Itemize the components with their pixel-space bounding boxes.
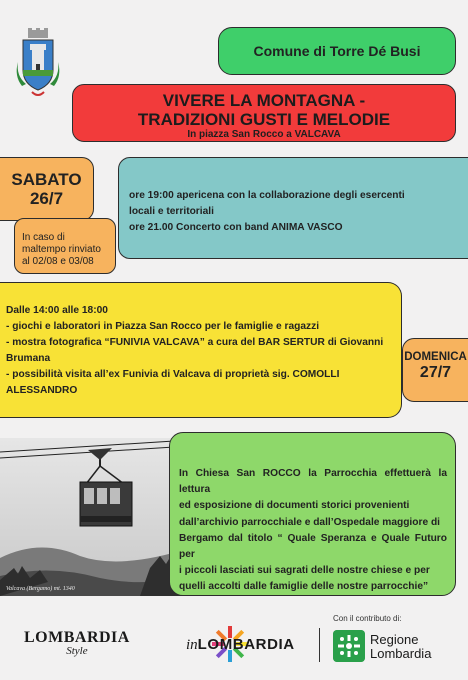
comune-name: Comune di Torre Dé Busi <box>253 43 421 59</box>
sabato-program-line1: ore 19:00 apericena con la collaborazione degli esercenti <box>129 190 405 201</box>
lombardia-style-sub: Style <box>66 645 88 657</box>
photo-caption: Valcava (Bergamo) mt. 1340 <box>6 586 75 592</box>
domenica-program-line4: Brumana <box>6 353 51 364</box>
chiesa-line5: i piccoli lasciati sui sagrati delle nostre chiese e per <box>179 565 430 577</box>
domenica-day: DOMENICA <box>404 351 467 363</box>
regione-word: Regione <box>370 632 419 647</box>
coat-of-arms-icon <box>12 26 64 104</box>
contributo-label: Con il contributo di: <box>333 614 402 623</box>
lombardia-style-word: LOMBARDIA <box>24 629 130 646</box>
domenica-date-box <box>402 338 468 402</box>
sabato-program-line3: ore 21.00 Concerto con band ANIMA VASCO <box>129 222 343 233</box>
comune-banner <box>218 27 456 75</box>
inlombardia-in: in <box>186 637 198 653</box>
chiesa-line2: ed esposizione di documenti storici provenienti <box>179 500 410 512</box>
inlombardia-word: LOMBARDIA <box>197 636 295 653</box>
regione-lombardia-icon <box>333 630 365 662</box>
domenica-date: 27/7 <box>419 364 452 381</box>
chiesa-line6: quelli accolti dalle famiglie delle nostre parrocchie” <box>179 581 429 593</box>
event-title-line1: VIVERE LA MONTAGNA - <box>162 91 366 110</box>
domenica-program <box>0 282 402 418</box>
maltempo-line1: In caso di <box>22 232 65 243</box>
regione-lombardia-text <box>370 633 431 661</box>
inlombardia-logo-text <box>186 636 295 654</box>
lombardia-word: Lombardia <box>370 646 432 661</box>
domenica-program-line2: - giochi e laboratori in Piazza San Rocco per le famiglie e ragazzi <box>6 321 320 332</box>
funivia-photo <box>0 438 190 596</box>
chiesa-line3: dall’archivio parrocchiale e dall’Ospedale maggiore di <box>179 516 441 528</box>
maltempo-line3: al 02/08 e 03/08 <box>22 256 94 267</box>
funivia-illustration <box>0 438 190 596</box>
event-location: In piazza San Rocco a VALCAVA <box>187 129 341 140</box>
lombardia-style-logo <box>24 629 130 657</box>
domenica-program-line6: ALESSANDRO <box>6 385 78 396</box>
domenica-program-line3: - mostra fotografica “FUNIVIA VALCAVA” a cura del BAR SERTUR di Giovanni <box>6 337 384 348</box>
chiesa-line4: Bergamo dal titolo “ Quale Speranza e Quale Futuro per <box>179 532 447 561</box>
maltempo-note <box>14 218 116 274</box>
chiesa-line1: In Chiesa San ROCCO la Parrocchia effettuerà la lettura <box>179 468 447 496</box>
sabato-date: 26/7 <box>29 189 64 208</box>
event-title-line2: TRADIZIONI GUSTI E MELODIE <box>137 110 391 129</box>
maltempo-line2: maltempo rinviato <box>22 244 101 255</box>
sabato-program-line2: locali e territoriali <box>129 206 214 217</box>
footer-divider <box>319 628 320 662</box>
event-title-banner <box>72 84 456 142</box>
sabato-program <box>118 157 468 259</box>
sabato-date-box <box>0 157 94 221</box>
sabato-day: SABATO <box>11 170 82 189</box>
chiesa-program <box>169 432 456 596</box>
domenica-program-line1: Dalle 14:00 alle 18:00 <box>6 305 108 316</box>
domenica-program-line5: - possibilità visita all’ex Funivia di Valcava di proprietà sig. COMOLLI <box>6 369 340 380</box>
